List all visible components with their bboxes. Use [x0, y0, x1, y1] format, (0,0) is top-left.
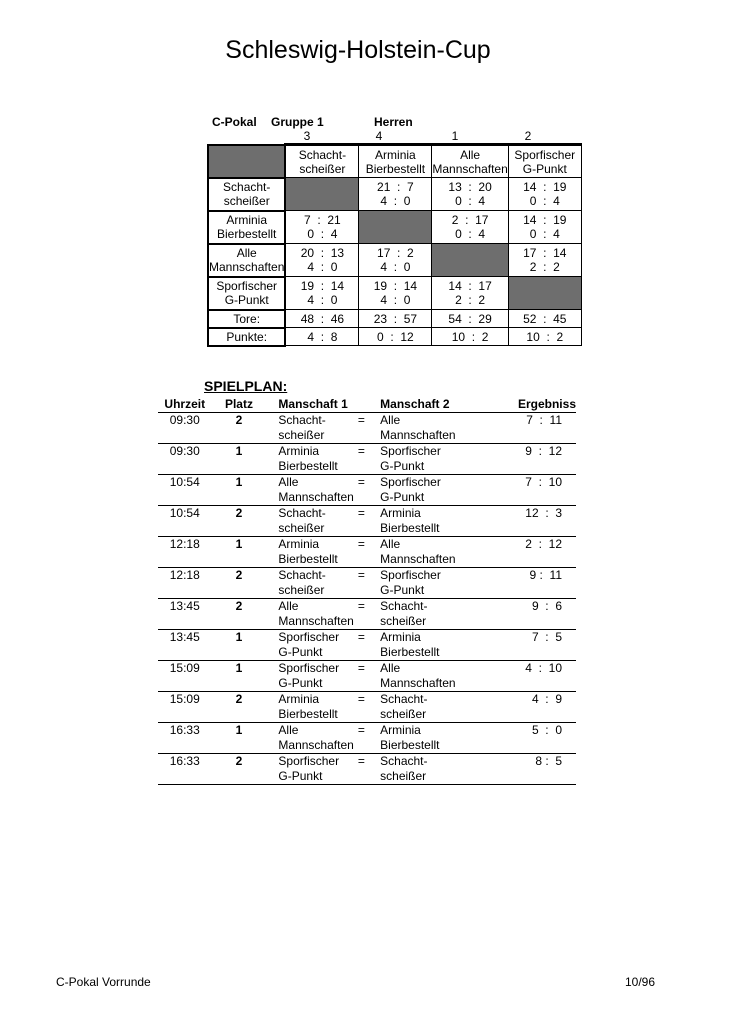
match-time: 12:18	[158, 568, 212, 599]
match-time: 10:54	[158, 506, 212, 537]
team-name-line: Sporfischer	[278, 630, 340, 644]
team-name-line: Arminia	[380, 630, 421, 644]
team-name-line: scheißer	[278, 583, 325, 597]
versus-sign: =	[358, 754, 380, 785]
team-name-line: Schacht-	[278, 568, 326, 582]
match-team2	[380, 692, 486, 723]
match-result: 5 : 0	[487, 723, 576, 754]
team-name-line: Sporfischer	[380, 568, 441, 582]
matrix-cell: 17 : 14 2 : 2	[508, 244, 581, 277]
match-team2	[380, 444, 486, 475]
schedule-row	[158, 754, 576, 785]
match-time: 09:30	[158, 444, 212, 475]
schedule-body	[158, 413, 576, 785]
match-result: 12 : 3	[487, 506, 576, 537]
team-name-line: Bierbestellt	[278, 552, 338, 566]
schedule-row	[158, 661, 576, 692]
team-name-line: Bierbestellt	[278, 459, 338, 473]
match-team1	[266, 630, 358, 661]
page-title: Schleswig-Holstein-Cup	[225, 36, 491, 64]
match-team2	[380, 537, 486, 568]
match-field: 1	[212, 661, 267, 692]
team-name-line: Arminia	[278, 444, 320, 458]
schedule-row	[158, 475, 576, 506]
matrix-row	[208, 244, 581, 277]
match-time: 16:33	[158, 723, 212, 754]
matrix-row	[208, 277, 581, 310]
schedule-row	[158, 568, 576, 599]
match-time: 10:54	[158, 475, 212, 506]
team-name-line: Alle	[380, 537, 401, 551]
team-name-line: Alle	[278, 475, 299, 489]
team-name-line: scheißer	[380, 707, 427, 721]
versus-sign: =	[358, 444, 380, 475]
match-field: 2	[212, 413, 267, 444]
match-field: 1	[212, 630, 267, 661]
team-name-line: Schacht-	[278, 506, 326, 520]
matrix-cell: 19 : 14 4 : 0	[359, 277, 432, 310]
matrix-row	[208, 178, 581, 211]
points-total-row	[208, 328, 581, 346]
team-name-line: Mannschaften	[278, 614, 354, 628]
team-name-line: Sporfischer	[380, 444, 441, 458]
header-team2: Manschaft 2	[380, 397, 486, 413]
match-team2	[380, 723, 486, 754]
column-team: Sporfischer G-Punkt	[508, 145, 581, 178]
footer-left: C-Pokal Vorrunde	[56, 975, 151, 989]
column-team: Arminia Bierbestellt	[359, 145, 432, 178]
goals-total: 23 : 57	[359, 310, 432, 328]
match-field: 2	[212, 599, 267, 630]
schedule-row	[158, 413, 576, 444]
diagonal-cell	[285, 178, 359, 211]
match-team2	[380, 475, 486, 506]
match-team2	[380, 754, 486, 785]
matrix-cell: 17 : 2 4 : 0	[359, 244, 432, 277]
matrix-cell: 14 : 17 2 : 2	[432, 277, 508, 310]
team-name-line: Arminia	[380, 506, 421, 520]
matrix-cell: 13 : 20 0 : 4	[432, 178, 508, 211]
schedule-row	[158, 723, 576, 754]
match-team2	[380, 599, 486, 630]
versus-sign: =	[358, 599, 380, 630]
matrix-cell: 19 : 14 4 : 0	[285, 277, 359, 310]
header-team1: Manschaft 1	[266, 397, 358, 413]
goals-total-label: Tore:	[208, 310, 285, 328]
match-result: 7 : 5	[487, 630, 576, 661]
match-team1	[266, 475, 358, 506]
match-field: 1	[212, 475, 267, 506]
column-team: Alle Mannschaften	[432, 145, 508, 178]
header-result: Ergebniss	[487, 397, 576, 413]
match-field: 2	[212, 568, 267, 599]
points-total: 10 : 2	[432, 328, 508, 346]
match-time: 15:09	[158, 661, 212, 692]
match-result: 9 : 6	[487, 599, 576, 630]
row-team: Schacht- scheißer	[208, 178, 285, 211]
match-time: 15:09	[158, 692, 212, 723]
match-team2	[380, 506, 486, 537]
goals-total: 48 : 46	[285, 310, 359, 328]
column-number: 4	[375, 129, 383, 143]
team-name-line: Arminia	[278, 692, 320, 706]
schedule-row	[158, 692, 576, 723]
team-name-line: G-Punkt	[278, 676, 323, 690]
cup-label: C-Pokal	[212, 115, 257, 129]
header-time: Uhrzeit	[158, 397, 212, 413]
team-name-line: Alle	[278, 723, 299, 737]
team-name-line: Alle	[380, 413, 401, 427]
match-result: 9 : 11	[487, 568, 576, 599]
team-name-line: Mannschaften	[380, 552, 456, 566]
match-time: 09:30	[158, 413, 212, 444]
team-name-line: G-Punkt	[278, 645, 323, 659]
match-team1	[266, 568, 358, 599]
matrix-cell: 14 : 19 0 : 4	[508, 211, 581, 244]
team-name-line: scheißer	[278, 521, 325, 535]
points-total: 10 : 2	[508, 328, 581, 346]
schedule-table	[158, 397, 576, 785]
schedule-row	[158, 630, 576, 661]
group-label: Gruppe 1	[271, 115, 324, 129]
team-name-line: Bierbestellt	[380, 738, 440, 752]
team-name-line: Mannschaften	[278, 738, 354, 752]
team-name-line: Mannschaften	[380, 428, 456, 442]
team-name-line: Sporfischer	[380, 475, 441, 489]
column-number: 2	[524, 129, 532, 143]
match-team2	[380, 413, 486, 444]
team-name-line: scheißer	[380, 769, 427, 783]
match-result: 8 : 5	[487, 754, 576, 785]
match-result: 4 : 10	[487, 661, 576, 692]
points-total: 4 : 8	[285, 328, 359, 346]
match-field: 1	[212, 537, 267, 568]
goals-total-row	[208, 310, 581, 328]
results-matrix	[207, 143, 582, 347]
match-field: 1	[212, 444, 267, 475]
team-name-line: Mannschaften	[380, 676, 456, 690]
match-team1	[266, 413, 358, 444]
corner-cell	[208, 145, 285, 178]
match-team2	[380, 568, 486, 599]
goals-total: 54 : 29	[432, 310, 508, 328]
matrix-cell: 2 : 17 0 : 4	[432, 211, 508, 244]
match-team1	[266, 661, 358, 692]
match-time: 13:45	[158, 630, 212, 661]
team-name-line: G-Punkt	[278, 769, 323, 783]
team-name-line: Alle	[278, 599, 299, 613]
team-name-line: Schacht-	[380, 754, 428, 768]
category-label: Herren	[374, 115, 413, 129]
versus-sign: =	[358, 475, 380, 506]
versus-sign: =	[358, 630, 380, 661]
team-name-line: Arminia	[278, 537, 320, 551]
match-team1	[266, 723, 358, 754]
header-spacer	[358, 397, 380, 413]
team-name-line: Mannschaften	[278, 490, 354, 504]
team-name-line: Arminia	[380, 723, 421, 737]
team-name-line: G-Punkt	[380, 459, 425, 473]
versus-sign: =	[358, 568, 380, 599]
match-team1	[266, 754, 358, 785]
team-name-line: Sporfischer	[278, 754, 340, 768]
versus-sign: =	[358, 537, 380, 568]
team-name-line: Schacht-	[278, 413, 326, 427]
match-team1	[266, 506, 358, 537]
team-name-line: Bierbestellt	[278, 707, 338, 721]
diagonal-cell	[359, 211, 432, 244]
match-field: 2	[212, 692, 267, 723]
schedule-row	[158, 537, 576, 568]
team-name-line: Bierbestellt	[380, 645, 440, 659]
match-result: 9 : 12	[487, 444, 576, 475]
matrix-header-row	[208, 145, 581, 178]
versus-sign: =	[358, 413, 380, 444]
column-number: 1	[451, 129, 459, 143]
row-team: Sporfischer G-Punkt	[208, 277, 285, 310]
column-number: 3	[303, 129, 311, 143]
schedule-row	[158, 444, 576, 475]
team-name-line: G-Punkt	[380, 583, 425, 597]
team-name-line: Schacht-	[380, 692, 428, 706]
matrix-cell: 14 : 19 0 : 4	[508, 178, 581, 211]
matrix-cell: 21 : 7 4 : 0	[359, 178, 432, 211]
match-field: 1	[212, 723, 267, 754]
match-team1	[266, 599, 358, 630]
match-team1	[266, 537, 358, 568]
versus-sign: =	[358, 506, 380, 537]
match-time: 12:18	[158, 537, 212, 568]
footer-right: 10/96	[625, 975, 656, 989]
matrix-cell: 7 : 21 0 : 4	[285, 211, 359, 244]
row-team: Arminia Bierbestellt	[208, 211, 285, 244]
row-team: Alle Mannschaften	[208, 244, 285, 277]
team-name-line: Alle	[380, 661, 401, 675]
diagonal-cell	[508, 277, 581, 310]
column-team: Schacht- scheißer	[285, 145, 359, 178]
schedule-title: SPIELPLAN:	[204, 378, 288, 394]
team-name-line: Schacht-	[380, 599, 428, 613]
versus-sign: =	[358, 723, 380, 754]
match-team1	[266, 444, 358, 475]
team-name-line: scheißer	[380, 614, 427, 628]
header-field: Platz	[212, 397, 267, 413]
diagonal-cell	[432, 244, 508, 277]
versus-sign: =	[358, 692, 380, 723]
match-team2	[380, 630, 486, 661]
points-total: 0 : 12	[359, 328, 432, 346]
match-field: 2	[212, 506, 267, 537]
match-field: 2	[212, 754, 267, 785]
versus-sign: =	[358, 661, 380, 692]
match-team2	[380, 661, 486, 692]
points-total-label: Punkte:	[208, 328, 285, 346]
matrix-row	[208, 211, 581, 244]
team-name-line: Sporfischer	[278, 661, 340, 675]
match-time: 13:45	[158, 599, 212, 630]
match-result: 4 : 9	[487, 692, 576, 723]
team-name-line: G-Punkt	[380, 490, 425, 504]
matrix-cell: 20 : 13 4 : 0	[285, 244, 359, 277]
team-name-line: Bierbestellt	[380, 521, 440, 535]
schedule-row	[158, 506, 576, 537]
match-time: 16:33	[158, 754, 212, 785]
match-result: 2 : 12	[487, 537, 576, 568]
goals-total: 52 : 45	[508, 310, 581, 328]
team-name-line: scheißer	[278, 428, 325, 442]
schedule-header-row	[158, 397, 576, 413]
schedule-row	[158, 599, 576, 630]
match-result: 7 : 10	[487, 475, 576, 506]
match-team1	[266, 692, 358, 723]
match-result: 7 : 11	[487, 413, 576, 444]
